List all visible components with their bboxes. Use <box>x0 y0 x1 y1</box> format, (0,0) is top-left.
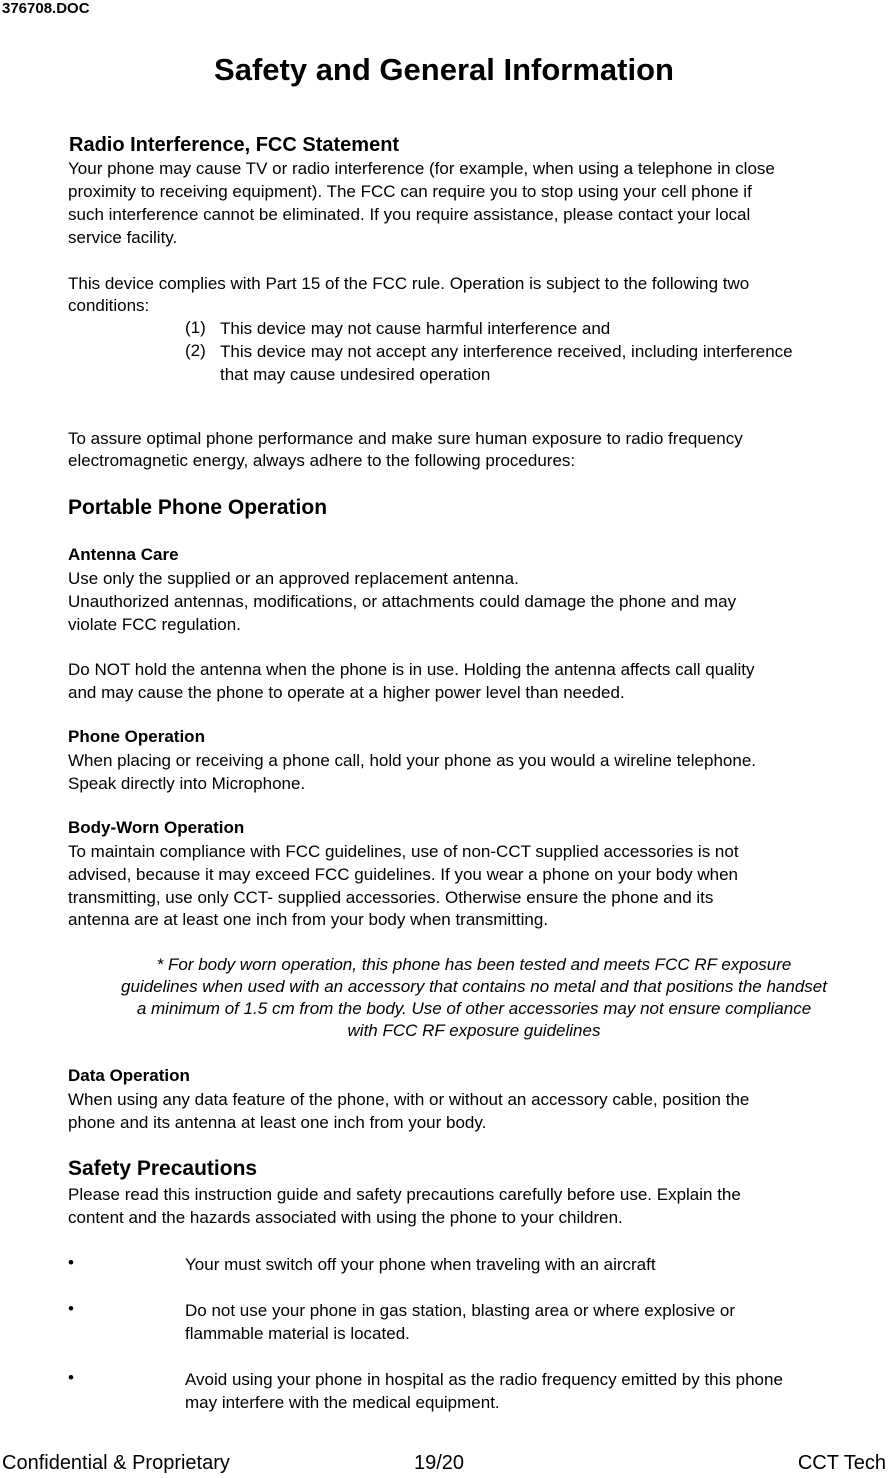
page-title: Safety and General Information <box>214 52 674 87</box>
body-worn-note-line: * For body worn operation, this phone has been tested and meets FCC RF exposure <box>156 955 792 974</box>
fcc-paragraph-line: Your phone may cause TV or radio interference (for example, when using a telephone in close <box>68 159 775 178</box>
condition-text: This device may not cause harmful interference and <box>220 319 611 338</box>
procedure-intro-line: To assure optimal phone performance and make sure human exposure to radio frequency <box>68 429 743 448</box>
body-worn-heading: Body-Worn Operation <box>68 818 245 837</box>
body-worn-note-line: a minimum of 1.5 cm from the body. Use of other accessories may not ensure compliance <box>136 999 812 1018</box>
antenna-warning-line: Do NOT hold the antenna when the phone is in use. Holding the antenna affects call quality <box>68 660 755 679</box>
bullet-icon: • <box>68 1368 74 1387</box>
safety-intro-line: content and the hazards associated with using the phone to your children. <box>68 1208 623 1227</box>
antenna-warning-line: and may cause the phone to operate at a higher power level than needed. <box>68 683 625 702</box>
body-worn-line: transmitting, use only CCT- supplied accessories. Otherwise ensure the phone and its <box>68 888 714 907</box>
safety-bullet-text: may interfere with the medical equipment. <box>185 1393 500 1412</box>
body-worn-line: antenna are at least one inch from your body when transmitting. <box>68 910 549 929</box>
phone-operation-heading: Phone Operation <box>68 727 205 746</box>
antenna-care-heading: Antenna Care <box>68 545 179 564</box>
safety-bullet-text: Avoid using your phone in hospital as the radio frequency emitted by this phone <box>185 1370 783 1389</box>
antenna-care-line: violate FCC regulation. <box>68 615 241 634</box>
antenna-care-line: Use only the supplied or an approved replacement antenna. <box>68 569 519 588</box>
body-worn-note-line: guidelines when used with an accessory that contains no metal and that positions the handset <box>121 977 827 996</box>
safety-bullet-text: Your must switch off your phone when traveling with an aircraft <box>185 1255 656 1274</box>
safety-bullet-text: Do not use your phone in gas station, blasting area or where explosive or <box>185 1301 735 1320</box>
condition-number: (1) <box>185 318 206 337</box>
fcc-paragraph-line: service facility. <box>68 228 178 247</box>
fcc-paragraph-line: proximity to receiving equipment). The FCC can require you to stop using your cell phone if <box>68 182 752 201</box>
footer-page-number: 19/20 <box>414 1452 465 1474</box>
data-operation-heading: Data Operation <box>68 1066 190 1085</box>
footer-confidential: Confidential & Proprietary <box>2 1452 230 1474</box>
safety-precautions-heading: Safety Precautions <box>68 1157 258 1180</box>
safety-bullet-text: flammable material is located. <box>185 1324 410 1343</box>
body-worn-note-line: with FCC RF exposure guidelines <box>347 1021 601 1040</box>
phone-operation-line: Speak directly into Microphone. <box>68 774 306 793</box>
bullet-icon: • <box>68 1253 74 1272</box>
data-operation-line: When using any data feature of the phone, with or without an accessory cable, position the <box>68 1090 750 1109</box>
condition-text: This device may not accept any interference received, including interference <box>220 342 793 361</box>
body-worn-line: advised, because it may exceed FCC guidelines. If you wear a phone on your body when <box>68 865 739 884</box>
fcc-statement-heading: Radio Interference, FCC Statement <box>69 134 400 156</box>
phone-operation-line: When placing or receiving a phone call, hold your phone as you would a wireline telephone. <box>68 751 756 770</box>
footer-company: CCT Tech <box>797 1452 886 1474</box>
condition-text: that may cause undesired operation <box>220 365 491 384</box>
procedure-intro-line: electromagnetic energy, always adhere to the following procedures: <box>68 451 576 470</box>
compliance-paragraph-line: conditions: <box>68 296 150 315</box>
safety-intro-line: Please read this instruction guide and safety precautions carefully before use. Explain the <box>68 1185 741 1204</box>
antenna-care-line: Unauthorized antennas, modifications, or attachments could damage the phone and may <box>68 592 737 611</box>
data-operation-line: phone and its antenna at least one inch from your body. <box>68 1113 487 1132</box>
portable-operation-heading: Portable Phone Operation <box>68 496 328 519</box>
condition-number: (2) <box>185 341 206 360</box>
document-id: 376708.DOC <box>2 0 90 17</box>
compliance-paragraph-line: This device complies with Part 15 of the FCC rule. Operation is subject to the following two <box>68 274 750 293</box>
bullet-icon: • <box>68 1299 74 1318</box>
fcc-paragraph-line: such interference cannot be eliminated. If you require assistance, please contact your local <box>68 205 751 224</box>
body-worn-line: To maintain compliance with FCC guidelines, use of non-CCT supplied accessories is not <box>68 842 739 861</box>
